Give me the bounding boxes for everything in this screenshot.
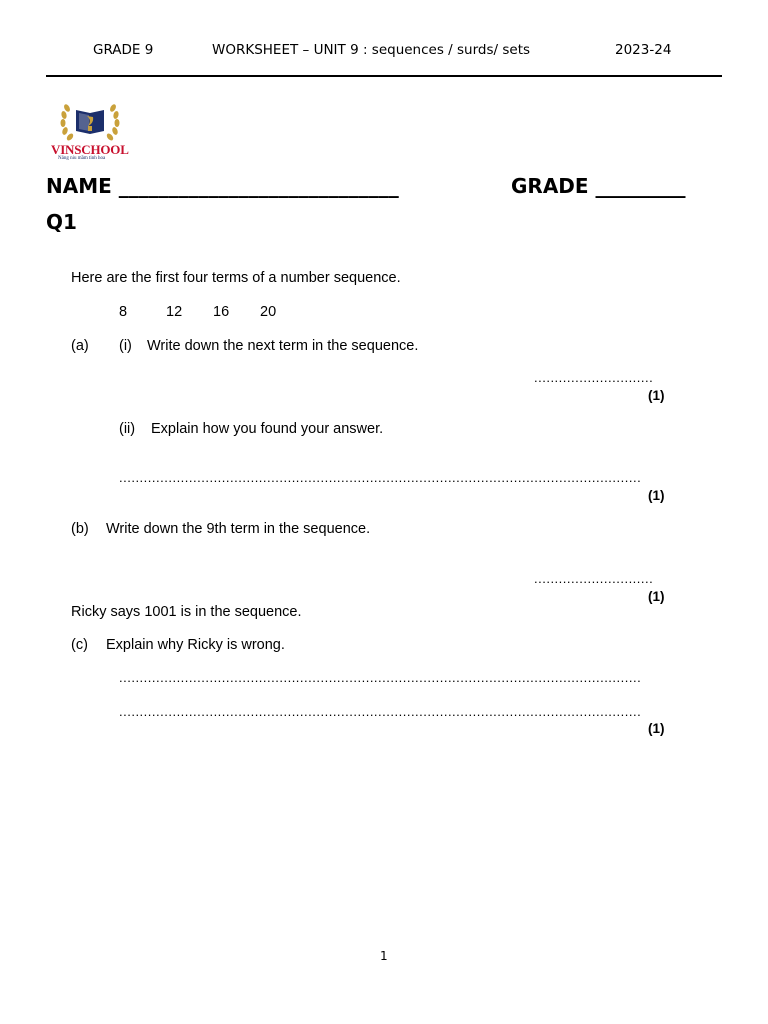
part-a-ii-label: (ii) [119,421,136,437]
question-number: Q1 [46,210,77,234]
name-field[interactable]: NAME ____________________________ [46,174,399,198]
answer-line-a-i[interactable]: ............................. [534,370,654,385]
part-b-text: Write down the 9th term in the sequence. [106,521,371,537]
sequence-term: 20 [260,304,277,320]
answer-line-a-ii[interactable]: ............................................................................................................................... [119,470,642,485]
part-a-ii-text: Explain how you found your answer. [151,421,384,437]
header-year: 2023-24 [615,42,672,58]
sequence-term: 12 [166,304,183,320]
question-intro: Here are the first four terms of a number sequence. [71,270,401,286]
part-b-label: (b) [71,521,89,537]
part-a-i-label: (i) [119,338,132,354]
sequence-term: 8 [119,304,128,320]
mark-c: (1) [648,721,665,736]
part-a-label: (a) [71,338,89,354]
answer-line-b[interactable]: ............................. [534,571,654,586]
mark-a-i: (1) [648,388,665,403]
header-grade: GRADE 9 [93,42,154,58]
mark-b: (1) [648,589,665,604]
part-c-label: (c) [71,637,88,653]
header-divider [46,75,722,77]
school-logo [50,96,140,164]
page-number: 1 [380,949,388,963]
ricky-statement: Ricky says 1001 is in the sequence. [71,604,302,620]
answer-line-c-1[interactable]: ............................................................................................................................... [119,670,642,685]
grade-field[interactable]: GRADE _________ [511,174,686,198]
answer-line-c-2[interactable]: ............................................................................................................................... [119,704,642,719]
header-title: WORKSHEET – UNIT 9 : sequences / surds/ sets [212,42,531,58]
sequence-term: 16 [213,304,230,320]
logo-wordmark: VINSCHOOL [51,142,129,157]
logo-tagline: Nâng niu mầm tinh hoa [58,156,106,161]
part-a-i-text: Write down the next term in the sequence. [147,338,419,354]
mark-a-ii: (1) [648,488,665,503]
part-c-text: Explain why Ricky is wrong. [106,637,285,653]
